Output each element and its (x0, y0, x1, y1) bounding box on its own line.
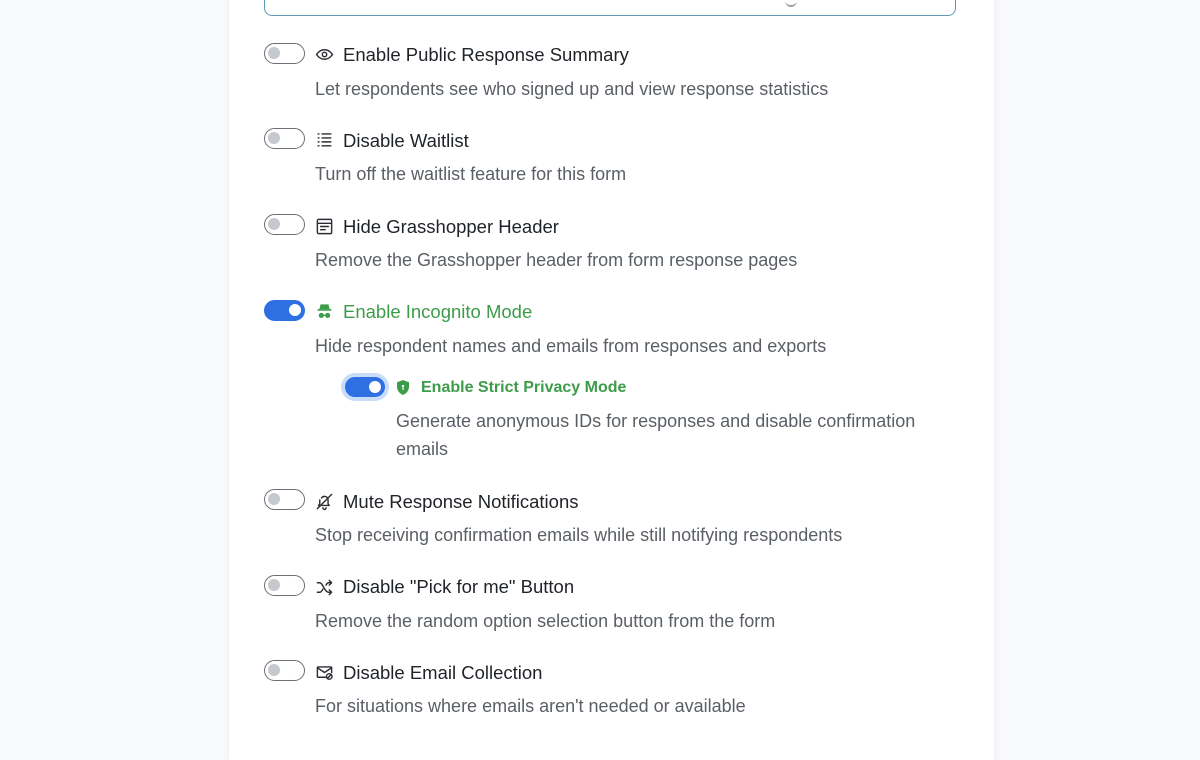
shuffle-icon (314, 577, 334, 597)
setting-title: Hide Grasshopper Header (343, 216, 559, 237)
setting-description: Turn off the waitlist feature for this form (315, 164, 627, 184)
search-text-fragment (785, 0, 797, 7)
toggle-disable-pick-for-me[interactable] (264, 575, 305, 596)
setting-title: Enable Public Response Summary (343, 44, 629, 65)
list-icon (314, 129, 334, 149)
setting-title: Mute Response Notifications (343, 491, 579, 512)
shield-icon (394, 378, 412, 396)
setting-description: Remove the Grasshopper header from form response pages (315, 250, 798, 270)
toggle-disable-email-collection[interactable] (264, 660, 305, 681)
eye-icon (314, 44, 334, 64)
toggle-incognito-mode[interactable] (264, 300, 305, 321)
setting-description: For situations where emails aren't needed or available (315, 696, 746, 716)
setting-description: Let respondents see who signed up and view response statistics (315, 79, 829, 99)
setting-title: Disable Waitlist (343, 130, 469, 151)
setting-title: Disable "Pick for me" Button (343, 576, 575, 597)
layout-header-icon (314, 216, 334, 236)
setting-title: Disable Email Collection (343, 662, 543, 683)
mail-off-icon (314, 662, 334, 682)
setting-description: Stop receiving confirmation emails while still notifying respondents (315, 525, 843, 545)
toggle-mute-notifications[interactable] (264, 489, 305, 510)
sub-setting-description: Generate anonymous IDs for responses and disable confirmation emails (396, 411, 916, 459)
toggle-disable-waitlist[interactable] (264, 128, 305, 149)
setting-title: Enable Incognito Mode (343, 301, 533, 322)
toggle-hide-header[interactable] (264, 214, 305, 235)
sub-setting-title: Enable Strict Privacy Mode (421, 379, 627, 396)
search-input[interactable] (264, 0, 956, 16)
toggle-strict-privacy-mode[interactable] (345, 377, 385, 397)
incognito-icon (314, 301, 334, 321)
bell-off-icon (314, 491, 334, 511)
setting-description: Remove the random option selection button from the form (315, 611, 776, 631)
setting-description: Hide respondent names and emails from responses and exports (315, 336, 827, 356)
toggle-public-response-summary[interactable] (264, 43, 305, 64)
